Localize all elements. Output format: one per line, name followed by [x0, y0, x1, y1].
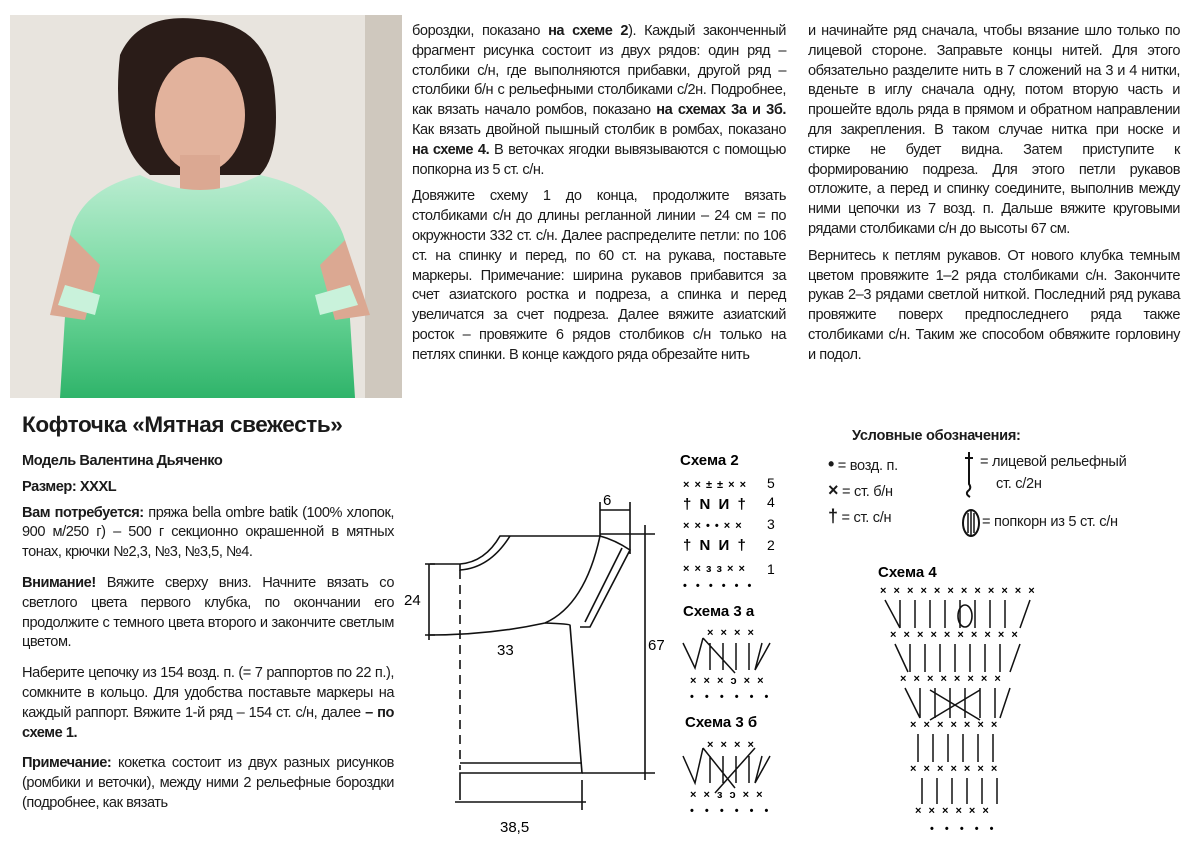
row-number: 5 — [767, 475, 775, 491]
scheme2-title: Схема 2 — [680, 452, 739, 469]
cast-on-text: Наберите цепочку из 154 возд. п. (= 7 раппортов по 22 п.), сомкните в кольцо. Для удобства поставьте маркеры на каждый раппорт. Вяжите 1-й ряд – 154 ст. с/н, далее — [22, 665, 394, 721]
svg-text:† N И †: † N И † — [683, 496, 748, 513]
text-run: В веточках ягодки вывязываются с помощью попкорна из 5 ст. с/н. — [412, 141, 786, 178]
yoke-instructions: Довяжите схему 1 до конца, продолжите вязать столбиками с/н до длины регланной линии – 24 см = по окружности 332 ст. с/н. Далее распределите петли: по 106 ст. на спинку и перед, по 60 ст. на рукава, поставьте маркеры. Примечание: ширина рукавов прибавится за счет азиатского ростка и подреза, а спинка и перед увеличатся за счет подреза. Далее вяжите азиатский росток – провяжите 6 рядов столбиков с/н только на петлях спинки. В конце каждого ряда обрезайте нить — [412, 188, 786, 363]
garment-schematic — [400, 440, 680, 840]
materials-text: пряжа bella ombre batik (100% хлопок, 900 м/250 г) – 500 г секционно окрашенной в мятных тонах, крючки №2,3, №3, №3,5, №4. — [22, 504, 394, 561]
attention-label: Внимание! — [22, 574, 96, 591]
svg-text:× × × × × × ×: × × × × × × × — [910, 719, 1000, 731]
scheme2-ref: на схеме 2 — [548, 23, 629, 39]
row-number: 1 — [767, 561, 775, 577]
front-post-stitch-icon — [962, 450, 976, 498]
svg-text:× × × × × × × × × × × ×: × × × × × × × × × × × × — [880, 585, 1037, 597]
attention-text: Вяжите сверху вниз. Начните вязать со светлого цвета первого клубка, по окончании его продолжите с темного цвета второго и закончите светлым цветом. — [22, 574, 394, 651]
text-run: бороздки, показано — [412, 23, 541, 39]
svg-text:× × × × × ×: × × × × × × — [915, 805, 991, 817]
body-instructions: и начинайте ряд сначала, чтобы вязание шло только по лицевой стороне. Заправьте концы нитей. Для этого обязательно разделите нить в 7 сложений на 3 и 4 нитки, вденьте в иглу сначала одну, потом вторую часть и прошейте вдоль ряда в прямом и обратном направлении для закрепления. В таком случае нитка при носке и стирке не будет видна. Затем приступите к формированию подреза. Для этого петли рукавов отложите, а перед и спинку соедините, выполнив между ними цепочки из 7 возд. п. Дальше вяжите круговыми рядами столбиками с/н до высоты 67 см. — [808, 23, 1180, 237]
model-author: Модель Валентина Дьяченко — [22, 453, 223, 469]
legend-heading: Условные обозначения: — [852, 428, 1021, 444]
materials-label: Вам потребуется: — [22, 504, 144, 521]
note-label: Примечание: — [22, 755, 112, 772]
model-photo-illustration — [10, 15, 402, 398]
legend-label: = ст. б/н — [841, 484, 893, 500]
legend-label: ст. с/2н — [996, 476, 1042, 492]
svg-text:× × × × × × ×: × × × × × × × — [910, 763, 1000, 775]
svg-text:• • • • • •: • • • • • • — [690, 805, 773, 817]
legend-label: = попкорн из 5 ст. с/н — [982, 514, 1118, 530]
svg-text:× × × ×: × × × × — [707, 739, 756, 751]
single-crochet-icon: × — [828, 480, 839, 500]
svg-text:× × ɜ ɜ × ×: × × ɜ ɜ × × — [683, 563, 746, 575]
scheme4-chart-block — [870, 560, 1060, 848]
chest-dimension: 33 — [497, 642, 514, 659]
scheme1-ref: – по схеме 1. — [22, 704, 394, 741]
symbol-legend — [820, 428, 1180, 530]
left-text-column — [22, 452, 394, 825]
popcorn-stitch-icon — [962, 508, 980, 538]
row-number: 4 — [767, 494, 775, 510]
row-number: 3 — [767, 516, 775, 532]
hem-dimension: 38,5 — [500, 819, 530, 836]
scheme3-ref: на схемах 3а и 3б. — [656, 102, 786, 119]
svg-text:• • • • • •: • • • • • • — [683, 580, 755, 592]
double-crochet-icon: † — [828, 506, 838, 526]
raglan-dimension: 24 — [404, 592, 421, 609]
size-label: Размер: — [22, 478, 77, 495]
svg-text:× × × × × × × ×: × × × × × × × × — [900, 673, 1003, 685]
legend-label: = ст. с/н — [841, 510, 892, 526]
svg-text:• • • • •: • • • • • — [930, 823, 998, 835]
legend-label: = возд. п. — [837, 458, 898, 474]
right-text-column — [808, 22, 1180, 373]
pattern-title: Кофточка «Мятная свежесть» — [22, 412, 343, 437]
svg-text:× × × ×: × × × × — [707, 627, 756, 639]
stitch-charts-small — [675, 448, 795, 817]
row-number: 2 — [767, 537, 775, 553]
scheme3a-title: Схема 3 а — [683, 603, 755, 620]
svg-text:× × ɜ ɔ × ×: × × ɜ ɔ × × — [690, 789, 765, 801]
svg-text:• • • • • •: • • • • • • — [690, 691, 773, 703]
text-run: Как вязать двойной пышный столбик в ромбах, показано — [412, 121, 786, 138]
scheme4-chart — [880, 585, 1037, 835]
middle-text-column — [412, 22, 786, 373]
scheme3a-chart — [683, 638, 770, 673]
scheme3b-chart — [683, 748, 770, 793]
svg-text:× × ± ± × ×: × × ± ± × × — [683, 479, 748, 491]
sleeve-width-dimension: 6 — [603, 492, 612, 509]
note-text: кокетка состоит из двух разных рисунков (ромбики и веточки), между ними 2 рельефные бороздки (подробнее, как вязать — [22, 755, 394, 811]
size-value: XXXL — [79, 478, 117, 495]
text-run: ). Каждый законченный фрагмент рисунка состоит из двух рядов: один ряд – столбики с/н, где выполняются прибавки, другой ряд – столбики б/н с рельефными столбиками с/2н. Подробнее, как вязать начало ромбов, показано — [412, 23, 787, 119]
svg-text:× × × ɔ × ×: × × × ɔ × × — [690, 675, 766, 687]
legend-label: = лицевой рельефный — [980, 454, 1127, 470]
scheme3b-title: Схема 3 б — [685, 714, 758, 731]
sleeve-instructions: Вернитесь к петлям рукавов. От нового клубка темным цветом провяжите 1–2 ряда столбиками с/н. Закончите рукав 2–3 рядами светлой ниткой. Последний ряд рукава провяжите поверх предпоследнего ряда также столбиками с/н. Таким же способом обвяжите горловину и подол. — [808, 247, 1180, 363]
model-photo — [10, 15, 402, 398]
length-dimension: 67 — [648, 637, 665, 654]
svg-text:† N И †: † N И † — [683, 537, 748, 554]
scheme4-ref: на схеме 4. — [412, 141, 490, 158]
svg-text:× × • • × ×: × × • • × × — [683, 520, 743, 532]
chain-stitch-icon: • — [828, 454, 835, 474]
svg-text:× × × × × × × × × ×: × × × × × × × × × × — [890, 629, 1020, 641]
scheme4-title: Схема 4 — [878, 564, 937, 581]
scheme2-chart — [683, 479, 754, 592]
